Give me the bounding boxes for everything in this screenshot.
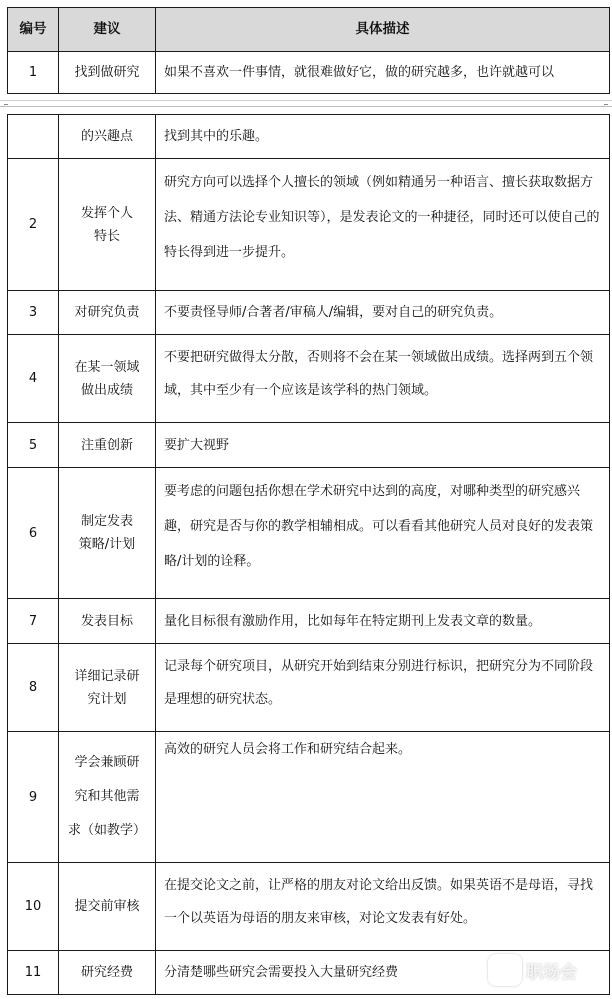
row-description: 找到其中的乐趣。 (156, 115, 610, 159)
row-suggestion: 提交前审核 (59, 863, 156, 951)
row-suggestion (59, 335, 156, 423)
suggestion-line: 详细记录研 (74, 668, 140, 684)
table-row (8, 599, 610, 644)
suggestion-line: 求（如教学） (67, 823, 146, 838)
page-break-line (0, 106, 612, 107)
row-num: 1 (8, 52, 59, 94)
row-suggestion: 发表目标 (59, 599, 156, 644)
suggestion-line: 制定发表 (80, 514, 133, 529)
row-num: 4 (8, 335, 59, 423)
row-suggestion: 的兴趣点 (59, 115, 156, 159)
header-description: 具体描述 (156, 8, 610, 52)
row-suggestion (59, 644, 156, 732)
row-suggestion (59, 732, 156, 863)
page-corner-mark (4, 104, 8, 105)
row-description: 要考虑的问题包括你想在学术研究中达到的高度，对哪种类型的研究感兴趣，研究是否与你的教学相辅相成。可以看看其他研究人员对良好的发表策略/计划的诠释。 (156, 468, 610, 599)
table-row (8, 335, 610, 423)
table-row (8, 644, 610, 732)
suggestions-table-page1 (7, 7, 610, 94)
suggestion-line: 发挥个人 (80, 205, 133, 221)
table-row (8, 863, 610, 951)
suggestion-line: 在某一领域 (74, 359, 140, 375)
row-num: 6 (8, 468, 59, 599)
row-num: 3 (8, 291, 59, 335)
row-num: 9 (8, 732, 59, 863)
suggestions-table-page2 (7, 114, 610, 995)
row-num: 2 (8, 159, 59, 291)
table-row (8, 732, 610, 863)
table-row (8, 115, 610, 159)
table-header-row (8, 8, 610, 52)
row-description: 记录每个研究项目，从研究开始到结束分别进行标识，把研究分为不同阶段是理想的研究状态。 (156, 644, 610, 732)
page-break-separator (0, 98, 612, 112)
row-description: 在提交论文之前，让严格的朋友对论文给出反馈。如果英语不是母语，寻找一个以英语为母语的朋友来审核，对论文发表有好处。 (156, 863, 610, 951)
suggestion-line: 究计划 (87, 691, 127, 707)
row-num (8, 115, 59, 159)
row-num: 11 (8, 951, 59, 995)
row-num: 5 (8, 423, 59, 468)
row-num: 10 (8, 863, 59, 951)
row-description: 研究方向可以选择个人擅长的领域（例如精通另一种语言、擅长获取数据方法、精通方法论专业知识等），是发表论文的一种捷径，同时还可以使自己的特长得到进一步提升。 (156, 159, 610, 291)
table-row (8, 423, 610, 468)
row-suggestion: 找到做研究 (59, 52, 156, 94)
suggestion-line: 策略/计划 (78, 537, 136, 552)
row-description: 不要责怪导师/合著者/审稿人/编辑，要对自己的研究负责。 (156, 291, 610, 335)
suggestion-line: 做出成绩 (80, 382, 133, 398)
table-row (8, 52, 610, 94)
header-suggestion: 建议 (59, 8, 156, 52)
row-description: 量化目标很有激励作用，比如每年在特定期刊上发表文章的数量。 (156, 599, 610, 644)
watermark (488, 950, 608, 990)
table-row (8, 291, 610, 335)
row-suggestion: 研究经费 (59, 951, 156, 995)
page-break-line (0, 100, 612, 101)
watermark-text: 职场会 (526, 962, 577, 983)
row-suggestion: 注重创新 (59, 423, 156, 468)
row-num: 7 (8, 599, 59, 644)
row-description: 不要把研究做得太分散，否则将不会在某一领域做出成绩。选择两到五个领域，其中至少有一个应该是该学科的热门领域。 (156, 335, 610, 423)
row-description: 分清楚哪些研究会需要投入大量研究经费 (156, 951, 610, 995)
page-corner-mark (604, 104, 608, 105)
table-row (8, 468, 610, 599)
row-suggestion (59, 468, 156, 599)
suggestion-line: 特长 (93, 228, 120, 244)
suggestion-line: 究和其他需 (74, 789, 140, 804)
suggestion-line: 学会兼顾研 (74, 755, 140, 770)
row-description: 如果不喜欢一件事情，就很难做好它，做的研究越多，也许就越可以 (156, 52, 610, 94)
row-suggestion: 对研究负责 (59, 291, 156, 335)
row-suggestion (59, 159, 156, 291)
row-num: 8 (8, 644, 59, 732)
watermark-logo-icon (488, 954, 522, 986)
row-description: 高效的研究人员会将工作和研究结合起来。 (156, 732, 610, 863)
table-row (8, 159, 610, 291)
row-description: 要扩大视野 (156, 423, 610, 468)
header-num: 编号 (8, 8, 59, 52)
